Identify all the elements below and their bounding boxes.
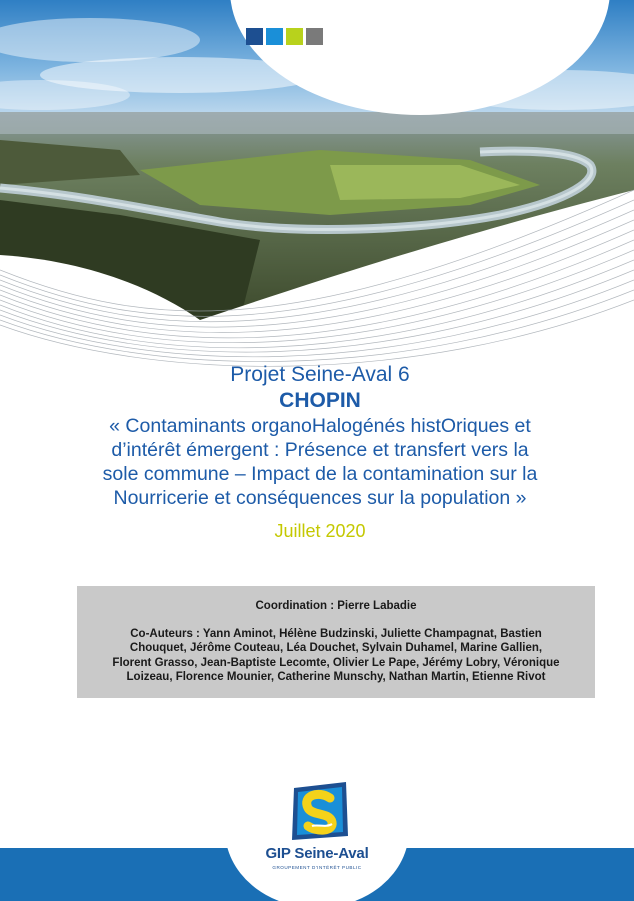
- project-subtitle-line: « Contaminants organoHalogénés histOriques et: [109, 415, 531, 437]
- project-subtitle-line: sole commune – Impact de la contamination sur la: [102, 463, 538, 485]
- project-title: Projet Seine-Aval 6: [230, 363, 410, 386]
- square-grey: [306, 28, 323, 45]
- title-block: [40, 362, 600, 542]
- project-subtitle-line: Nourricerie et conséquences sur la population »: [113, 487, 527, 509]
- authors-box: [77, 586, 595, 698]
- project-subtitle-line: d’intérêt émergent : Présence et transfert vers la: [111, 439, 529, 461]
- logo-s-icon: [288, 780, 352, 844]
- coauthors-line: Florent Grasso, Jean-Baptiste Lecomte, Olivier Le Pape, Jérémy Lobry, Véronique: [112, 656, 560, 669]
- coauthors-line: Loizeau, Florence Mounier, Catherine Munschy, Nathan Martin, Etienne Rivot: [126, 671, 546, 683]
- square-light-blue: [266, 28, 283, 45]
- brand-squares: [246, 28, 323, 45]
- project-acronym: CHOPIN: [279, 389, 361, 412]
- gip-seine-aval-logo: [258, 770, 376, 890]
- logo-tagline: GROUPEMENT D'INTÉRÊT PUBLIC: [272, 865, 362, 870]
- coordination-text: Coordination : Pierre Labadie: [255, 600, 417, 612]
- coauthors-line: Chouquet, Jérôme Couteau, Léa Douchet, Sylvain Duhamel, Marine Gallien,: [129, 642, 543, 654]
- coauthors-line: Co-Auteurs : Yann Aminot, Hélène Budzinski, Juliette Champagnat, Bastien: [130, 627, 542, 640]
- square-green: [286, 28, 303, 45]
- publication-date: Juillet 2020: [274, 521, 366, 541]
- square-dark-blue: [246, 28, 263, 45]
- logo-name: GIP Seine-Aval: [265, 845, 369, 862]
